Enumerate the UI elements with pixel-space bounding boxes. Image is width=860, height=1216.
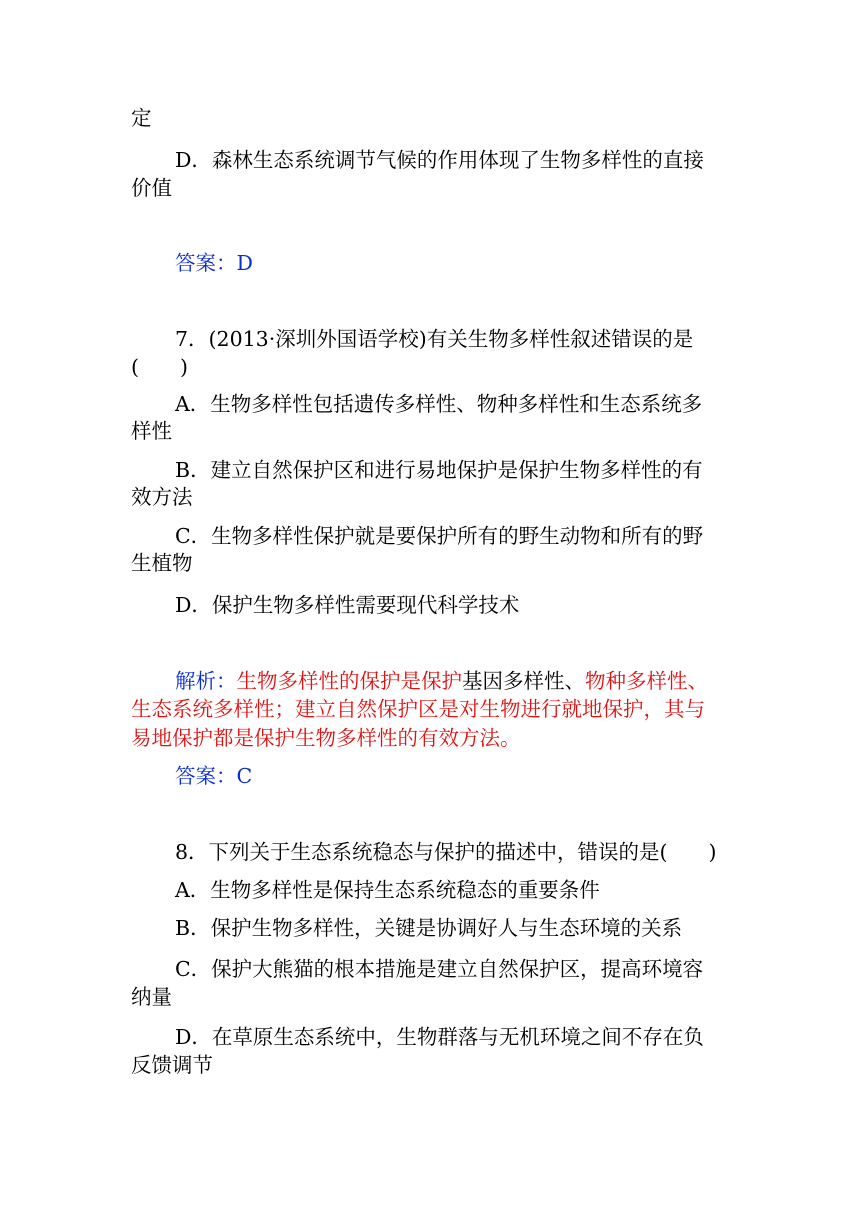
prev-answer: 答案：D [175,251,253,275]
q7-option-b-line1: B．建立自然保护区和进行易地保护是保护生物多样性的有 [175,458,703,482]
q8-option-a: A．生物多样性是保持生态系统稳态的重要条件 [175,878,600,902]
q7-analysis-line2: 生态系统多样性；建立自然保护区是对生物进行就地保护，其与 [131,697,705,721]
analysis-text-c: 物种多样性、 [585,669,708,693]
q7-stem-line2: ( ) [131,355,188,379]
q7-option-c-line1: C．生物多样性保护就是要保护所有的野生动物和所有的野 [175,524,704,548]
q7-answer: 答案：C [175,764,253,788]
q8-option-d-line2: 反馈调节 [131,1053,213,1077]
q7-option-b-line2: 效方法 [131,485,193,509]
prev-option-d-line1: D．森林生态系统调节气候的作用体现了生物多样性的直接 [175,148,704,172]
q7-stem-line1: 7．(2013·深圳外国语学校)有关生物多样性叙述错误的是 [175,327,694,351]
q7-option-a-line1: A．生物多样性包括遗传多样性、物种多样性和生态系统多 [175,392,703,416]
q7-analysis-line3: 易地保护都是保护生物多样性的有效方法。 [131,726,521,750]
analysis-text-a: 生物多样性的保护是保护 [236,669,462,693]
q7-option-d: D．保护生物多样性需要现代科学技术 [175,593,520,617]
q7-option-a-line2: 样性 [131,419,172,443]
prev-option-fragment: 定 [131,106,152,130]
q8-option-d-line1: D．在草原生态系统中，生物群落与无机环境之间不存在负 [175,1025,704,1049]
prev-option-d-line2: 价值 [131,176,172,200]
q7-analysis-line1 [175,668,775,694]
analysis-text-b: 基因多样性、 [462,669,585,693]
analysis-label: 解析： [175,669,237,693]
q8-option-c-line2: 纳量 [131,985,172,1009]
q7-option-c-line2: 生植物 [131,551,193,575]
q8-option-b: B．保护生物多样性，关键是协调好人与生态环境的关系 [175,916,683,940]
q8-stem: 8．下列关于生态系统稳态与保护的描述中，错误的是( ) [175,840,717,864]
q8-option-c-line1: C．保护大熊猫的根本措施是建立自然保护区，提高环境容 [175,957,704,981]
